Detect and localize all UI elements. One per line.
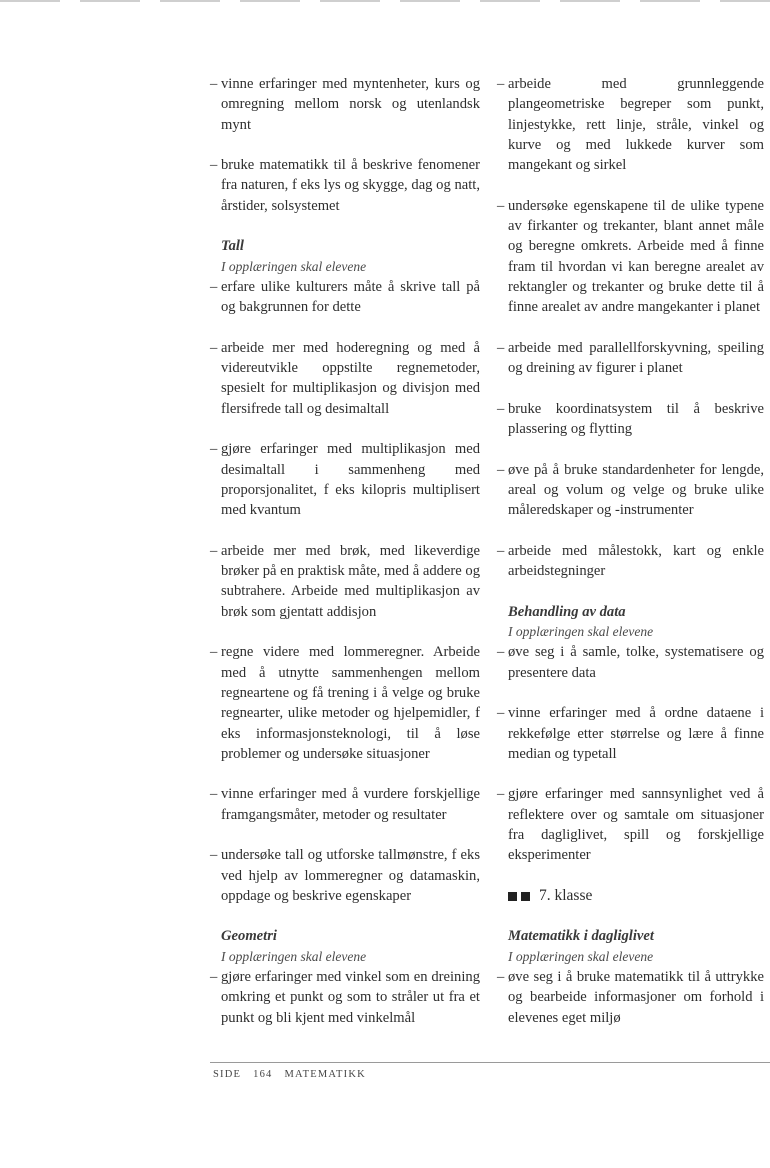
footer-side-label: SIDE: [213, 1069, 242, 1080]
bullet-dash: –: [210, 76, 218, 92]
section-heading-matematikk-i-dagliglivet: Matematikk i dagliglivet: [508, 928, 654, 945]
list-item: – gjøre erfaringer med vinkel som en dreining omkring et punkt og som to stråler ut fra et punkt og bli kjent med vinkelmål: [210, 969, 480, 1026]
section-subheading: I opplæringen skal elevene: [508, 624, 654, 640]
bullet-dash: –: [497, 969, 505, 986]
section-heading-geometri: Geometri: [221, 928, 277, 945]
list-item: – vinne erfaringer med myntenheter, kurs og omregning mellom norsk og utenlandsk mynt: [210, 76, 480, 133]
bullet-dash: –: [497, 644, 505, 661]
left-column: [210, 74, 480, 1028]
top-scan-edge: [0, 0, 770, 2]
bullet-dash: –: [210, 969, 218, 986]
section-heading-behandling-av-data: Behandling av data: [508, 603, 626, 620]
bullet-dash: –: [210, 847, 218, 864]
list-item: – gjøre erfaringer med sannsynlighet ved å reflektere over og samtale om situasjoner fra dagliglivet, spill og forskjellige eksperimenter: [497, 786, 764, 864]
square-bullet-icon: [508, 892, 517, 901]
section-subheading: I opplæringen skal elevene: [508, 948, 654, 964]
bullet-dash: –: [210, 542, 218, 559]
footer-subject: MATEMATIKK: [284, 1069, 366, 1080]
bullet-dash: –: [497, 786, 505, 803]
section-heading-tall: Tall: [221, 238, 244, 255]
list-item: – undersøke tall og utforske tallmønstre, f eks ved hjelp av lommeregner og datamaskin, oppdage og beskrive egenskaper: [210, 847, 480, 904]
list-item: – arbeide med målestokk, kart og enkle arbeidstegninger: [497, 542, 764, 580]
list-item: – regne videre med lommeregner. Arbeide med å utnytte sammenhengen mellom regneartene og få trening i å velge og bruke regnearter, ulike metoder og hjelpemidler, f eks informasjonsteknologi, til å løse problemer og undersøke situasjoner: [210, 644, 480, 762]
list-item: – arbeide mer med hoderegning og med å videreutvikle oppstilte regnemetoder, spesielt for multiplikasjon og divisjon med flersifrede tall og desimaltall: [210, 339, 480, 417]
bullet-dash: –: [497, 339, 505, 356]
list-item: – arbeide med parallellforskyvning, speiling og dreining av figurer i planet: [497, 339, 764, 377]
bullet-dash: –: [497, 461, 505, 478]
bullet-dash: –: [210, 441, 218, 458]
bullet-dash: –: [210, 157, 218, 174]
bullet-dash: –: [497, 197, 505, 214]
list-item: – gjøre erfaringer med multiplikasjon med desimaltall i sammenheng med proporsjonalitet, f eks kilopris multiplisert med kvantum: [210, 441, 480, 519]
list-item: – øve seg i å bruke matematikk til å uttrykke og bearbeide informasjoner om forhold i elevenes eget miljø: [497, 969, 764, 1026]
list-item: – øve seg i å samle, tolke, systematisere og presentere data: [497, 644, 764, 681]
bullet-dash: –: [497, 76, 505, 92]
list-item: – arbeide mer med brøk, med likeverdige brøker på en praktisk måte, med å addere og subtrahere. Arbeide med multiplikasjon av brøk som gjentatt addisjon: [210, 542, 480, 620]
grade-heading: 7. klasse: [497, 886, 764, 906]
right-column: [497, 74, 764, 1028]
list-item: – undersøke egenskapene til de ulike typene av firkanter og trekanter, blant annet måle og beregne omkrets. Arbeide med å finne fram til hvordan vi kan beregne arealet av rektangler og trekanter og bruke dette til å finne arealet av andre mangekanter i planet: [497, 197, 764, 316]
section-subheading: I opplæringen skal elevene: [221, 258, 367, 274]
bullet-dash: –: [497, 400, 505, 417]
section-subheading: I opplæringen skal elevene: [221, 948, 367, 964]
list-item: – bruke matematikk til å beskrive fenomener fra naturen, f eks lys og skygge, dag og natt, årstider, solsystemet: [210, 157, 480, 214]
list-item: – arbeide med grunnleggende plangeometriske begreper som punkt, linjestykke, rett linje, stråle, vinkel og kurve og med lukkede kurver som mangekant og sirkel: [497, 76, 764, 174]
bullet-dash: –: [210, 278, 218, 295]
bullet-dash: –: [210, 644, 218, 661]
page-footer: [213, 1069, 378, 1080]
square-bullet-icon: [521, 892, 530, 901]
bullet-dash: –: [497, 705, 505, 722]
footer-rule: [210, 1062, 770, 1063]
list-item: – bruke koordinatsystem til å beskrive plassering og flytting: [497, 400, 764, 438]
list-item: – vinne erfaringer med å ordne dataene i rekkefølge etter størrelse og lære å finne median og typetall: [497, 705, 764, 762]
list-item: – vinne erfaringer med å vurdere forskjellige framgangsmåter, metoder og resultater: [210, 786, 480, 823]
list-item: – øve på å bruke standardenheter for lengde, areal og volum og velge og bruke ulike måleredskaper og -instrumenter: [497, 461, 764, 519]
bullet-dash: –: [497, 542, 505, 559]
bullet-dash: –: [210, 786, 218, 803]
footer-page-number: 164: [253, 1069, 273, 1080]
bullet-dash: –: [210, 339, 218, 356]
list-item: – erfare ulike kulturers måte å skrive tall på og bakgrunnen for dette: [210, 278, 480, 316]
